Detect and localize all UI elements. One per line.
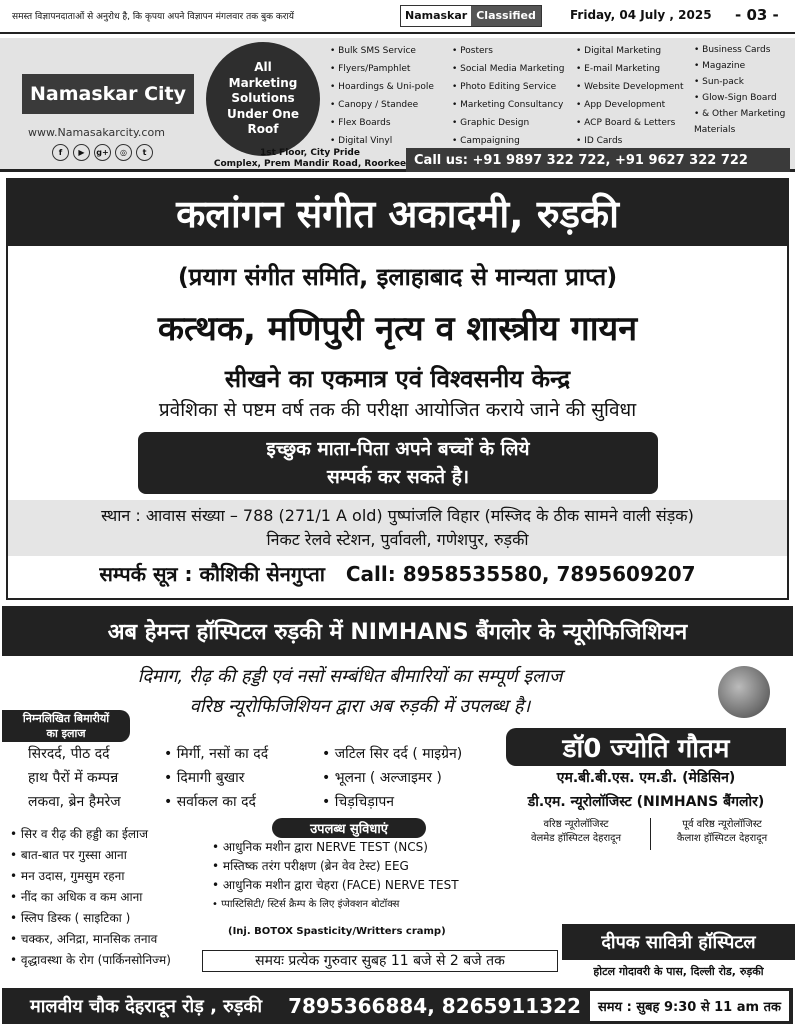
disease-item: • चिड़चिड़ापन — [322, 790, 462, 814]
footer-address: मालवीय चौक देहरादून रोड़ , रुड़की — [30, 996, 263, 1017]
consult-timing: समयः प्रत्येक गुरुवार सुबह 11 बजे से 2 बजे तक — [202, 950, 558, 972]
diseases-tag-line-2: का इलाज — [46, 727, 86, 740]
hospital-footer-bar — [2, 988, 793, 1024]
academy-location — [8, 500, 787, 556]
disease-item: सिरदर्द, पीठ दर्द — [28, 746, 110, 762]
address-line-2: Complex, Prem Mandir Road, Roorkee — [213, 158, 407, 169]
namaskar-call-bar[interactable]: Call us: +91 9897 322 722, +91 9627 322 722 — [406, 148, 790, 172]
issue-date: Friday, 04 July , 2025 — [570, 8, 712, 22]
service-item: • Bulk SMS Service — [330, 42, 434, 60]
service-item: • Flex Boards — [330, 114, 434, 132]
address-line-1: 1st Floor, City Pride — [260, 148, 360, 158]
services-col-1 — [330, 42, 434, 150]
service-item: • Graphic Design — [452, 114, 564, 132]
parents-line-1: इच्छुक माता-पिता अपने बच्चों के लिये — [266, 438, 530, 460]
doctor-position-current — [506, 818, 646, 846]
facilities-list — [212, 838, 459, 914]
brain-icon — [718, 666, 770, 718]
disease-item: • भूलना ( अल्जाइमर ) — [322, 766, 462, 790]
services-col-2 — [452, 42, 564, 150]
contact-phone[interactable]: Call: 8958535580, 7895609207 — [345, 562, 696, 586]
academy-exam-info: प्रवेशिका से पष्टम वर्ष तक की परीक्षा आयोजित कराये जाने की सुविधा — [158, 399, 637, 421]
service-item: • Digital Marketing — [576, 42, 684, 60]
website-url[interactable]: www.Namasakarcity.com — [28, 126, 165, 139]
disease-col-1 — [28, 742, 121, 814]
contact-person: सम्पर्क सूत्र : कौशिकी सेनगुप्ता — [99, 562, 325, 586]
disease-col-2 — [164, 742, 268, 814]
hospital-subline-2: वरिष्ठ न्यूरोफिजिशियन द्वारा अब रुड़की में उपलब्ध है। — [189, 696, 531, 717]
doctor-position-former — [652, 818, 792, 846]
diseases-tag-line-1: निम्नलिखित बिमारीयों — [22, 712, 110, 725]
brand-namaskar: Namaskar — [401, 6, 471, 26]
twitter-icon[interactable]: t — [136, 144, 153, 161]
parents-line-2: सम्पर्क कर सकते है। — [326, 466, 470, 488]
youtube-icon[interactable]: ▶ — [73, 144, 90, 161]
disease-item: • मिर्गी, नसों का दर्द — [164, 742, 268, 766]
deepak-hospital-address: होटल गोदावरी के पास, दिल्ली रोड, रुड़की — [593, 965, 764, 978]
disease-left-list — [10, 824, 171, 971]
service-item: • Social Media Marketing — [452, 60, 564, 78]
service-item: • Flyers/Pamphlet — [330, 60, 434, 78]
disease-col-3 — [322, 742, 462, 814]
facility-item: • प्पास्टिसिटी/ स्टिर्स क्रैम्प के लिए इंजेक्शन बोटॉक्स — [212, 895, 459, 914]
service-item: • App Development — [576, 96, 684, 114]
academy-contact — [8, 560, 787, 587]
namaskar-city-logo: Namaskar City — [22, 74, 194, 114]
service-item: • ID Cards — [576, 132, 684, 150]
disease-item: • चक्कर, अनिद्रा, मानसिक तनाव — [10, 929, 171, 950]
disease-item: • सिर व रीढ़ की हड्डी का ईलाज — [10, 824, 171, 845]
footer-timing: समय : सुबह 9:30 से 11 am तक — [590, 991, 789, 1021]
disease-item: लकवा, ब्रेन हैमरेज — [28, 794, 121, 810]
academy-tagline: सीखने का एकमात्र एवं विश्वसनीय केन्द्र — [224, 365, 571, 393]
page-number: - 03 - — [735, 6, 779, 24]
parents-box — [138, 432, 658, 494]
position-title: पूर्व वरिष्ठ न्यूरोलॉजिस्ट — [682, 819, 762, 830]
advertiser-notice: समस्त विज्ञापनदाताओं से अनुरोध है, कि कृपया अपने विज्ञापन मंगलवार तक बुक करायें — [12, 12, 295, 22]
doctor-degree: एम.बी.बी.एस. एम.डी. (मेडिसिन) — [556, 770, 736, 786]
academy-title: कलांगन संगीत अकादमी, रुड़की — [8, 180, 787, 246]
academy-affiliation: (प्रयाग संगीत समिति, इलाहाबाद से मान्यता प्राप्त) — [177, 263, 618, 291]
hospital-subline-1: दिमाग, रीढ़ की हड्डी एवं नसों सम्बंधित बीमारियों का सम्पूर्ण इलाज — [137, 666, 563, 687]
location-line-1: स्थान : आवास संख्या – 788 (271/1 A old) पुष्पांजलि विहार (मस्जिद के ठीक सामने वाली संड़क) — [101, 506, 694, 525]
position-divider — [650, 818, 651, 850]
botox-note: (Inj. BOTOX Spasticity/Writters cramp) — [228, 926, 446, 937]
service-item: • Posters — [452, 42, 564, 60]
service-item: • Campaigning — [452, 132, 564, 150]
disease-item: • नींद का अधिक व कम आना — [10, 887, 171, 908]
service-item: • Digital Vinyl — [330, 132, 434, 150]
hemant-hospital-ad — [0, 606, 795, 1024]
service-item: • Marketing Consultancy — [452, 96, 564, 114]
disease-item: • सर्वाकल का दर्द — [164, 790, 268, 814]
instagram-icon[interactable]: ◎ — [115, 144, 132, 161]
namaskar-classified-brand — [400, 5, 542, 27]
kalangan-music-academy-ad — [6, 178, 789, 600]
service-item: • & Other Marketing Materials — [694, 106, 792, 138]
disease-item: • मन उदास, गुमसुम रहना — [10, 866, 171, 887]
hospital-headline: अब हेमन्त हॉस्पिटल रुड़की में NIMHANS बैंगलोर के न्यूरोफिजिशियन — [2, 606, 793, 656]
service-item: • Sun-pack — [694, 74, 792, 90]
disease-item: हाथ पैरों में कम्पन्न — [28, 770, 119, 786]
namaskar-address — [210, 148, 410, 170]
deepak-savitri-hospital: दीपक सावित्री हॉस्पिटल — [562, 924, 795, 960]
page-header — [0, 0, 795, 34]
diseases-tag — [2, 710, 130, 742]
service-item: • Hoardings & Uni-pole — [330, 78, 434, 96]
disease-item: • स्लिप डिस्क ( साइटिका ) — [10, 908, 171, 929]
facilities-tag: उपलब्ध सुविधाएं — [272, 818, 426, 838]
marketing-tagline-circle: All Marketing Solutions Under One Roof — [206, 42, 320, 156]
disease-item: • वृद्धावस्था के रोग (पार्किनसोनिज्म) — [10, 950, 171, 971]
service-item: • Photo Editing Service — [452, 78, 564, 96]
position-hospital: वेलमेड हॉस्पिटल देहरादून — [530, 833, 622, 844]
service-item: • E-mail Marketing — [576, 60, 684, 78]
google-plus-icon[interactable]: g+ — [94, 144, 111, 161]
facility-item: • आधुनिक मशीन द्वारा NERVE TEST (NCS) — [212, 838, 459, 857]
services-col-3 — [576, 42, 684, 150]
service-item: • ACP Board & Letters — [576, 114, 684, 132]
social-icons — [52, 144, 153, 161]
disease-item: • बात-बात पर गुस्सा आना — [10, 845, 171, 866]
service-item: • Canopy / Standee — [330, 96, 434, 114]
service-item: • Magazine — [694, 58, 792, 74]
doctor-dm: डी.एम. न्यूरोलॉजिस्ट (NIMHANS बैंगलोर) — [527, 794, 765, 810]
services-col-4 — [694, 42, 792, 138]
facility-item: • मस्तिष्क तरंग परीक्षण (ब्रेन वेव टेस्ट) EEG — [212, 857, 459, 876]
doctor-name: डॉ0 ज्योति गौतम — [506, 728, 786, 766]
facebook-icon[interactable]: f — [52, 144, 69, 161]
academy-courses: कत्थक, मणिपुरी नृत्य व शास्त्रीय गायन — [157, 309, 638, 349]
service-item: • Website Development — [576, 78, 684, 96]
brand-classified: Classified — [471, 6, 541, 26]
namaskar-city-ad — [0, 38, 795, 172]
service-item: • Glow-Sign Board — [694, 90, 792, 106]
disease-item: • जटिल सिर दर्द ( माइग्रेन) — [322, 742, 462, 766]
location-line-2: निकट रेलवे स्टेशन, पुर्वावली, गणेशपुर, रुड़की — [266, 530, 529, 549]
service-item: • Business Cards — [694, 42, 792, 58]
facility-item: • आधुनिक मशीन द्वारा चेहरा (FACE) NERVE TEST — [212, 876, 459, 895]
footer-phone[interactable]: 7895366884, 8265911322 — [288, 994, 581, 1018]
disease-item: • दिमागी बुखार — [164, 766, 268, 790]
position-hospital: कैलाश हॉस्पिटल देहरादून — [676, 833, 768, 844]
position-title: वरिष्ठ न्यूरोलॉजिस्ट — [543, 819, 609, 830]
